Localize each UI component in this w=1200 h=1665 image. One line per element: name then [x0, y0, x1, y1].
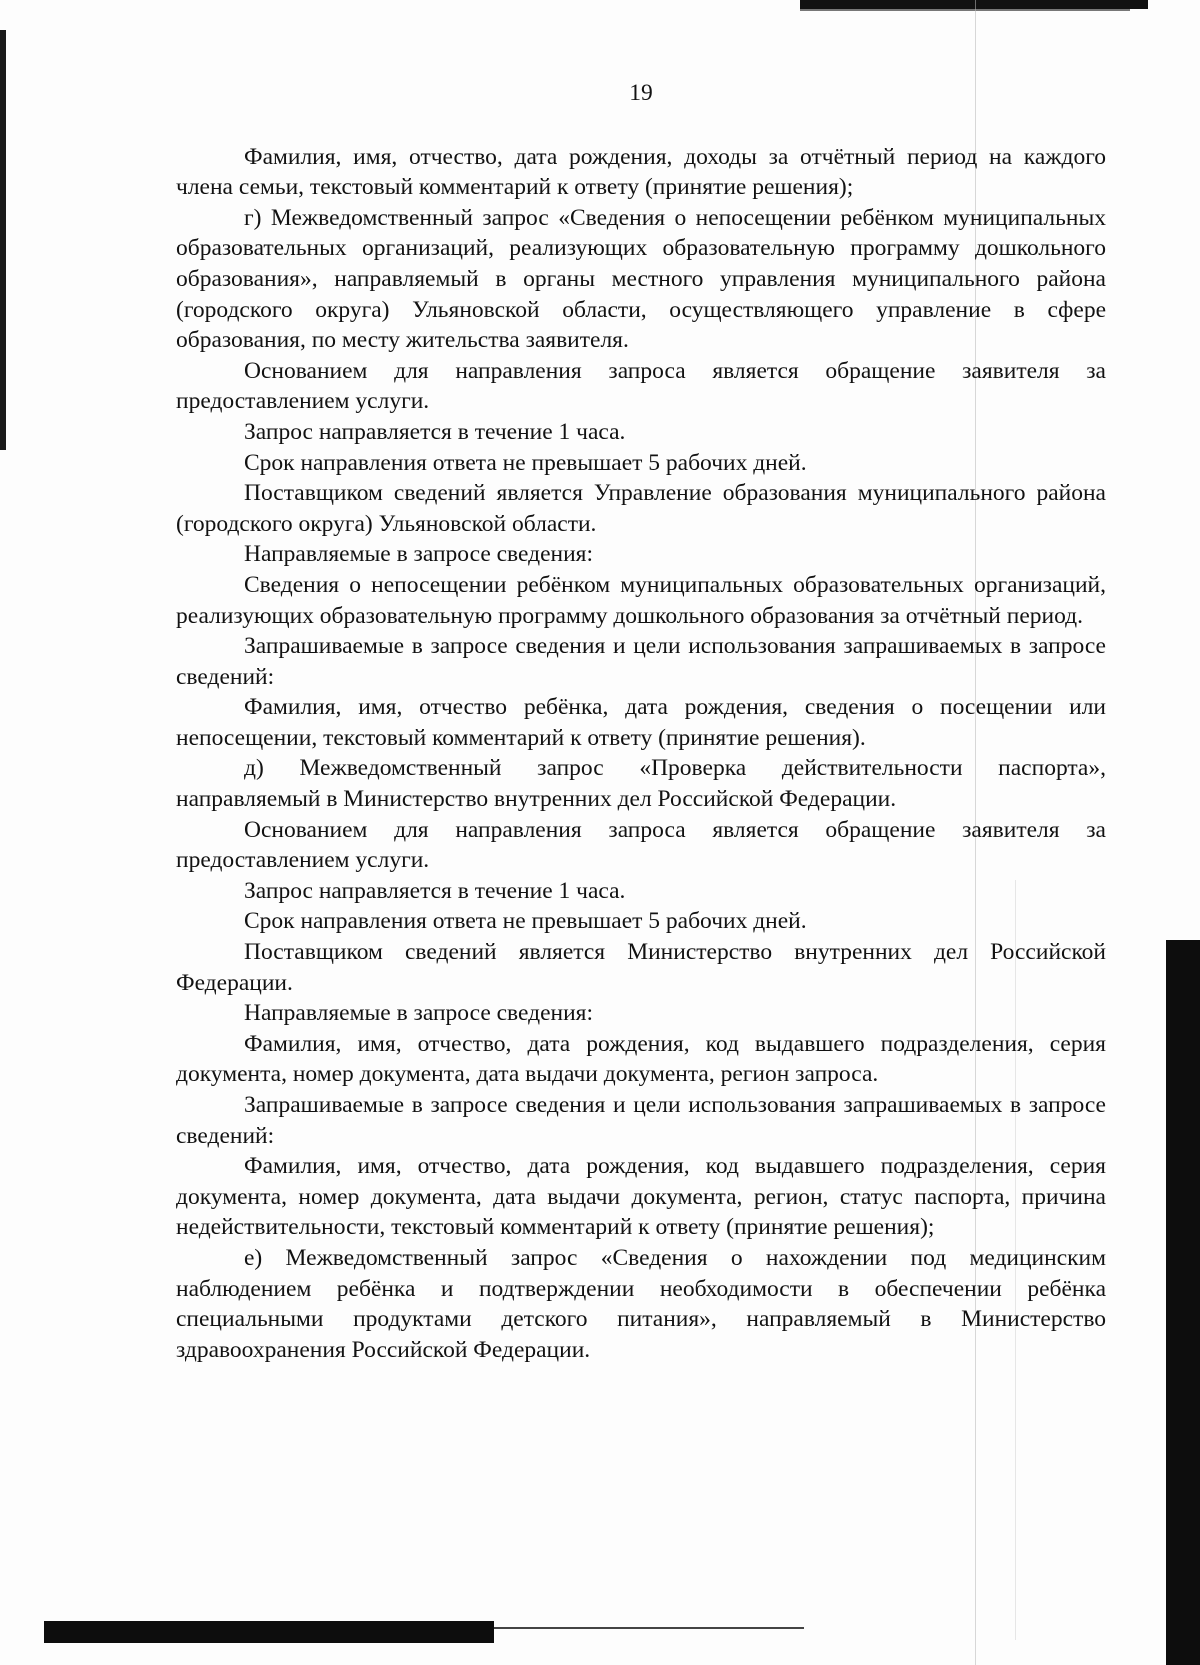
paragraph: Направляемые в запросе сведения:	[244, 1000, 594, 1027]
paragraph: Запрос направляется в течение 1 часа.	[244, 877, 626, 904]
paragraph: Фамилия, имя, отчество, дата рождения, код выдавшего подразделения, серия документа, номер документа, дата выдачи документа, регион, статус паспорта, причина недействительности, текстовый комментарий к ответу (принятие решения);	[176, 1153, 1106, 1241]
paragraph: е) Межведомственный запрос «Сведения о нахождении под медицинским наблюдением ребёнка и подтверждении необходимости в обеспечении ребёнка специальными продуктами детского питания», направляемый в Министерство здравоохранения Российской Федерации.	[176, 1244, 1106, 1363]
paragraph: Основанием для направления запроса является обращение заявителя за предоставлением услуги.	[176, 357, 1106, 415]
paragraph: Основанием для направления запроса является обращение заявителя за предоставлением услуги.	[176, 816, 1106, 874]
paragraph: Запрашиваемые в запросе сведения и цели использования запрашиваемых в запросе сведений:	[176, 633, 1106, 690]
scan-edge-left	[0, 30, 6, 450]
page-number: 19	[629, 80, 653, 106]
paragraph: Поставщиком сведений является Министерство внутренних дел Российской Федерации.	[176, 939, 1106, 996]
paragraph: Срок направления ответа не превышает 5 рабочих дней.	[244, 449, 807, 476]
paragraph: Фамилия, имя, отчество, дата рождения, доходы за отчётный период на каждого члена семьи, текстовый комментарий к ответу (принятие решения);	[176, 143, 1106, 201]
paragraph: Срок направления ответа не превышает 5 рабочих дней.	[244, 908, 807, 935]
paragraph: Запрос направляется в течение 1 часа.	[244, 418, 626, 445]
document-body	[176, 78, 1106, 1365]
scan-edge-bottom	[44, 1621, 494, 1643]
scan-edge-right	[1166, 940, 1200, 1665]
paragraph: Поставщиком сведений является Управление образования муниципального района (городского округа) Ульяновской области.	[176, 480, 1106, 537]
scan-edge-top	[800, 0, 1148, 9]
paragraph: Запрашиваемые в запросе сведения и цели использования запрашиваемых в запросе сведений:	[176, 1092, 1106, 1149]
paragraph: г) Межведомственный запрос «Сведения о непосещении ребёнком муниципальных образовательных организаций, реализующих образовательную программу дошкольного образования», направляемый в органы местного управления муниципального района (городского округа) Ульяновской области, осуществляющего управление в сфере образования, по месту жительства заявителя.	[176, 204, 1106, 354]
paragraph: Сведения о непосещении ребёнком муниципальных образовательных организаций, реализующих образовательную программу дошкольного образования за отчётный период.	[176, 571, 1106, 629]
scan-edge-bottom-line	[494, 1627, 804, 1629]
scan-edge-top-shadow	[800, 9, 1130, 11]
paragraph: Направляемые в запросе сведения:	[244, 541, 594, 568]
paragraph: д) Межведомственный запрос «Проверка действительности паспорта», направляемый в Министерство внутренних дел Российской Федерации.	[176, 755, 1106, 813]
paragraph: Фамилия, имя, отчество ребёнка, дата рождения, сведения о посещении или непосещении, текстовый комментарий к ответу (принятие решения).	[176, 694, 1106, 751]
paragraph: Фамилия, имя, отчество, дата рождения, код выдавшего подразделения, серия документа, номер документа, дата выдачи документа, регион запроса.	[176, 1030, 1106, 1088]
